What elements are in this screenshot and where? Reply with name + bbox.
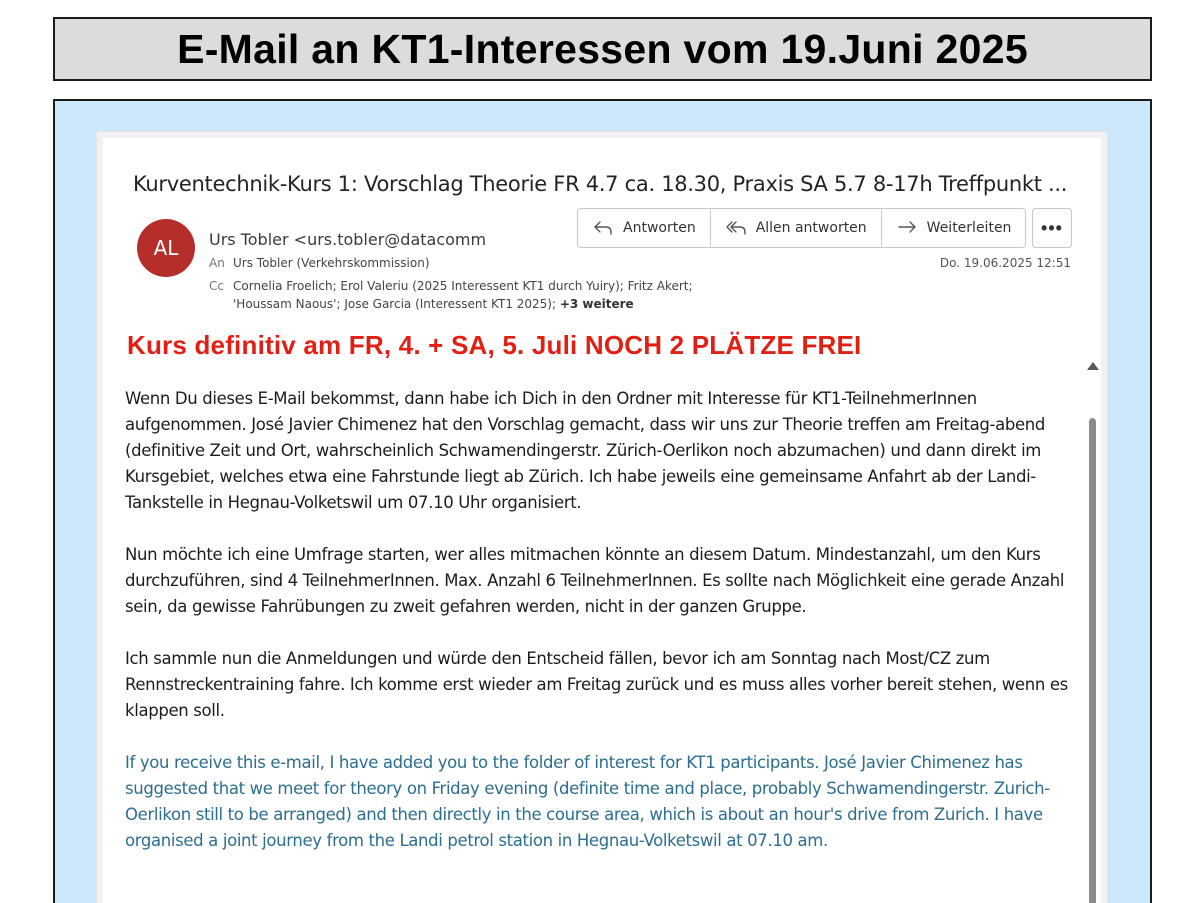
scroll-up-arrow[interactable] [1087,362,1099,370]
email-subject: Kurventechnik-Kurs 1: Vorschlag Theorie FR 4.7 ca. 18.30, Praxis SA 5.7 8-17h Treffpunkt ... [133,172,1068,196]
forward-icon [896,219,918,237]
avatar[interactable]: AL [137,219,195,277]
reply-button[interactable] [578,209,711,247]
to-recipients [209,256,430,270]
email-window [96,131,1108,903]
reply-label: Antworten [623,220,696,236]
reply-all-icon [725,219,747,237]
cc-recipients-line2[interactable]: 'Houssam Naous'; Jose Garcia (Interessent KT1 2025); [233,297,560,311]
email-reading-pane [103,138,1101,903]
cc-recipients [209,277,693,313]
email-date: Do. 19.06.2025 12:51 [939,256,1071,270]
to-recipient[interactable]: Urs Tobler (Verkehrskommission) [233,256,430,270]
body-paragraph: Wenn Du dieses E-Mail bekommst, dann habe ich Dich in den Ordner mit Interesse für KT1-TeilnehmerInnen aufgenommen. José Javier Chimenez hat den Vorschlag gemacht, dass wir uns zur Theorie treffen am Freitag-abend (definitive Zeit und Ort, wahrscheinlich Schwamendingerstr. Zürich-Oerlikon noch abzumachen) und dann direkt im Kursgebiet, welches etwa eine Fahrstunde liegt ab Zürich. Ich habe jeweils eine gemeinsame Anfahrt ab der Landi-Tankstelle in Hegnau-Volketswil um 07.10 Uhr organisiert. [125,389,1046,512]
reply-all-button[interactable] [711,209,882,247]
message-action-bar [577,208,1026,248]
forward-label: Weiterleiten [926,220,1012,236]
scrollbar-thumb[interactable] [1089,418,1096,903]
page-title: E-Mail an KT1-Interessen vom 19.Juni 2025 [53,17,1152,81]
email-body [125,386,1075,880]
body-paragraph: Nun möchte ich eine Umfrage starten, wer alles mitmachen könnte an diesem Datum. Mindestanzahl, um den Kurs durchzuführen, sind 4 TeilnehmerInnen. Max. Anzahl 6 TeilnehmerInnen. Es sollte nach Möglichkeit eine gerade Anzahl sein, da gewisse Fahrübungen zu zweit gefahren werden, nicht in der ganzen Gruppe. [125,545,1065,616]
email-headline: Kurs definitiv am FR, 4. + SA, 5. Juli NOCH 2 PLÄTZE FREI [127,330,862,360]
body-paragraph-english: If you receive this e-mail, I have added you to the folder of interest for KT1 participants. José Javier Chimenez has suggested that we meet for theory on Friday evening (definite time and place, probably Schwamendingerstr. Zurich-Oerlikon still to be arranged) and then directly in the course area, which is about an hour's drive from Zurich. I have organised a joint journey from the Landi petrol station in Hegnau-Volketswil at 07.10 am. [125,753,1050,850]
forward-button[interactable] [882,209,1026,247]
cc-label: Cc [209,279,224,293]
body-paragraph: Ich sammle nun die Anmeldungen und würde den Entscheid fällen, bevor ich am Sonntag nach Most/CZ zum Rennstreckentraining fahre. Ich komme erst wieder am Freitag zurück und es muss alles vorher bereit stehen, wenn es klappen soll. [125,649,1068,720]
more-actions-button[interactable]: ••• [1032,208,1072,248]
cc-more-link[interactable]: +3 weitere [559,297,634,311]
to-label: An [209,256,225,270]
reply-all-label: Allen antworten [755,220,867,236]
cc-recipients-line1[interactable]: Cornelia Froelich; Erol Valeriu (2025 Interessent KT1 durch Yuiry); Fritz Akert; [233,279,693,293]
sender-name[interactable]: Urs Tobler <urs.tobler@datacomm [209,230,487,249]
reply-icon [592,219,614,237]
